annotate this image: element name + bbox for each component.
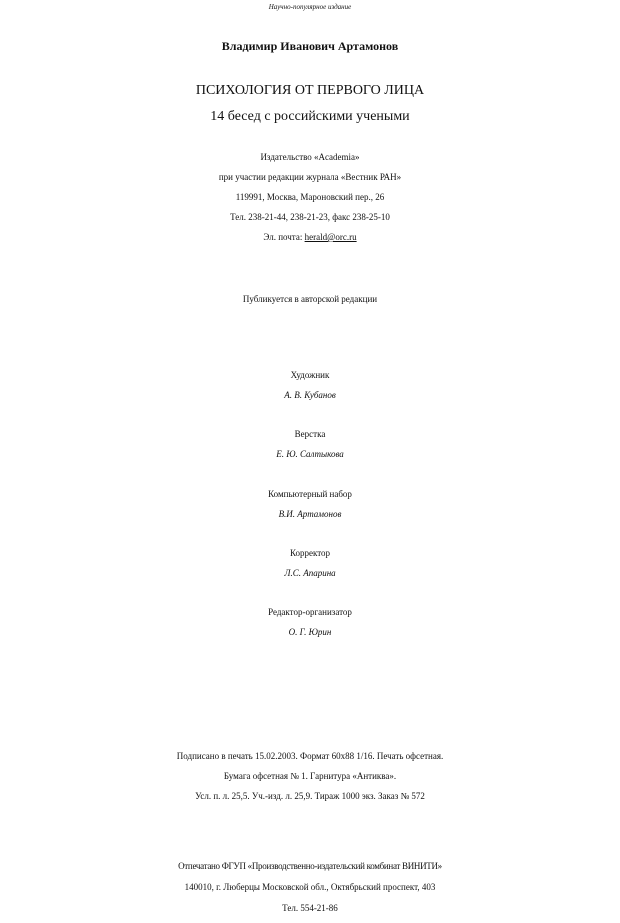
credit-name: Л.С. Апарина	[284, 568, 336, 578]
email-link[interactable]: herald@orc.ru	[304, 232, 357, 242]
publisher-phones: Тел. 238-21-44, 238-21-23, факс 238-25-10	[230, 212, 390, 222]
credit-role: Художник	[290, 370, 330, 380]
printer-line: Отпечатано ФГУП «Производственно-издательский комбинат ВИНИТИ»	[178, 861, 442, 871]
author-name: Владимир Иванович Артамонов	[221, 39, 399, 53]
edition-note: Публикуется в авторской редакции	[242, 294, 378, 304]
credit-name: В.И. Артамонов	[278, 509, 342, 519]
credit-role: Корректор	[289, 548, 331, 558]
credit-role: Верстка	[294, 429, 326, 439]
book-subtitle: 14 бесед с российскими учеными	[210, 109, 410, 124]
publisher-email-line	[0, 233, 620, 242]
credit-name: Е. Ю. Салтыкова	[276, 449, 344, 459]
publisher-name: Издательство «Academia»	[260, 152, 360, 162]
credit-name: А. В. Кубанов	[284, 390, 336, 400]
book-title: ПСИХОЛОГИЯ ОТ ПЕРВОГО ЛИЦА	[195, 83, 425, 98]
printer-line: 140010, г. Люберцы Московской обл., Октябрьский проспект, 403	[184, 882, 436, 892]
print-info-line: Подписано в печать 15.02.2003. Формат 60x88 1/16. Печать офсетная.	[176, 751, 444, 761]
email-label: Эл. почта:	[263, 232, 303, 242]
credit-name: О. Г. Юрин	[288, 627, 332, 637]
publisher-address: 119991, Москва, Мароновский пер., 26	[235, 192, 385, 202]
publisher-participation: при участии редакции журнала «Вестник РАН»	[218, 172, 402, 182]
credit-role: Компьютерный набор	[268, 489, 352, 499]
credit-role: Редактор-организатор	[268, 607, 352, 617]
print-info-line: Бумага офсетная № 1. Гарнитура «Антиква».	[223, 771, 397, 781]
print-info-line: Усл. п. л. 25,5. Уч.-изд. л. 25,9. Тираж 1000 экз. Заказ № 572	[195, 791, 425, 801]
edition-genre: Научно-популярное издание	[268, 3, 352, 11]
printer-line: Тел. 554-21-86	[282, 903, 338, 913]
